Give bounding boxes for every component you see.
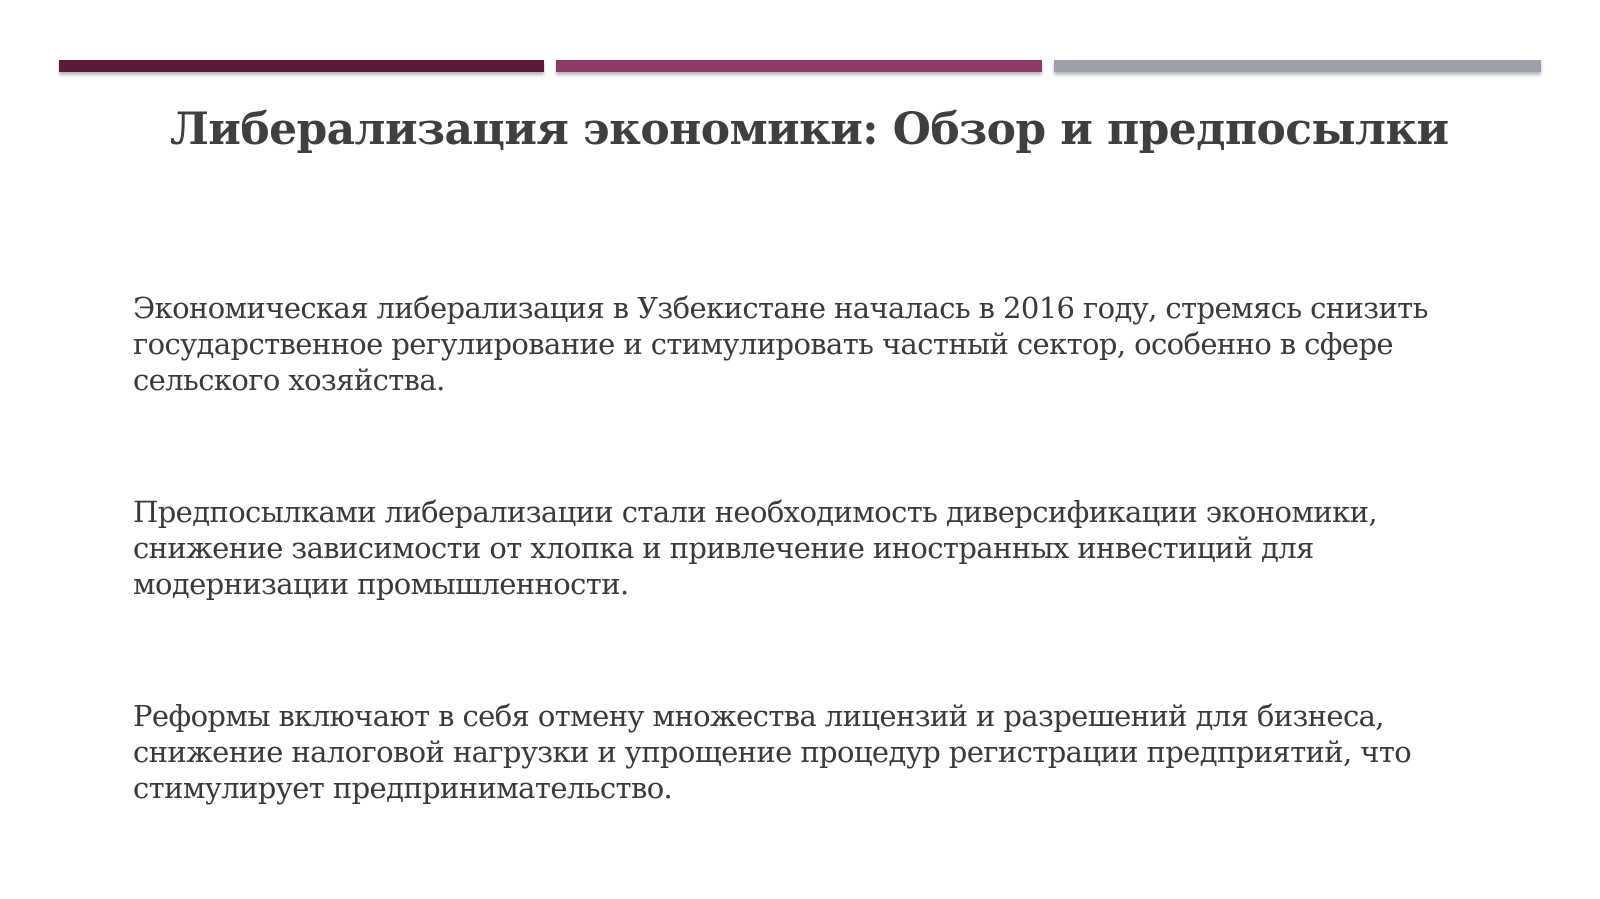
paragraph-start-2016: Экономическая либерализация в Узбекистане началась в 2016 году, стремясь снизить государственное регулирование и стимулировать частный сектор, особенно в сфере сельского хозяйства.	[133, 291, 1428, 397]
top-bar-magenta	[556, 60, 1042, 72]
top-bar-dark-maroon	[59, 60, 544, 72]
slide-title: Либерализация экономики: Обзор и предпосылки	[170, 104, 1449, 155]
decorative-top-bars	[59, 60, 1541, 72]
top-bar-gray	[1054, 60, 1541, 72]
paragraph-preconditions: Предпосылками либерализации стали необходимость диверсификации экономики, снижение зависимости от хлопка и привлечение иностранных инвестиций для модернизации промышленности.	[133, 495, 1377, 601]
paragraph-reforms: Реформы включают в себя отмену множества лицензий и разрешений для бизнеса, снижение налоговой нагрузки и упрощение процедур регистрации предприятий, что стимулирует предпринимательство.	[133, 699, 1412, 805]
slide-body	[133, 290, 1463, 806]
